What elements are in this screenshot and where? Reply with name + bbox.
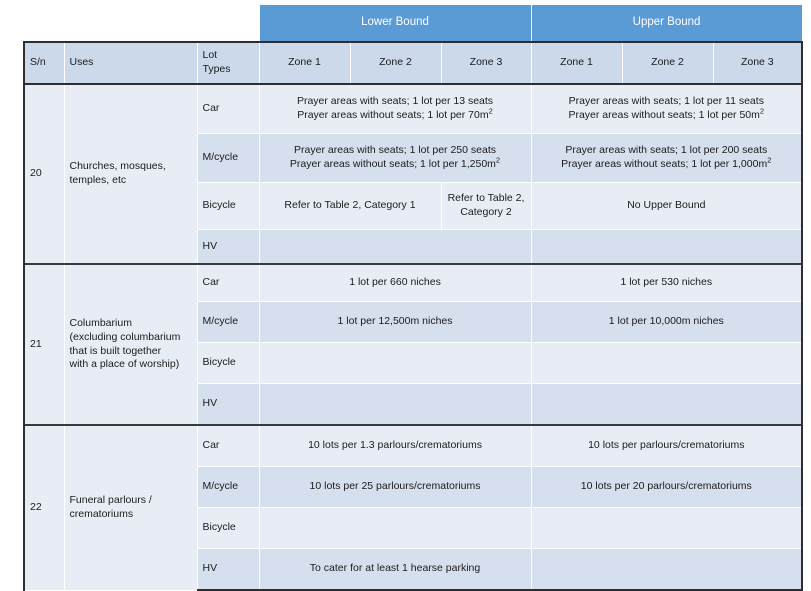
lower-20-mcycle-line-2-text: Prayer areas without seats; 1 lot per 1,250m: [289, 158, 496, 170]
cell-upper-20-bicycle: No Upper Bound: [531, 183, 802, 230]
cell-uses-20: [64, 84, 197, 264]
upper-20-mcycle-line-2-text: Prayer areas without seats; 1 lot per 1,000m: [561, 158, 768, 170]
table-row: [24, 425, 802, 467]
lower-20-mcycle-line-2: [265, 155, 526, 172]
cell-sn-20: 20: [24, 84, 64, 264]
uses-line-2: temples, etc: [69, 174, 127, 186]
cell-lot-type-20-bicycle: Bicycle: [197, 183, 259, 230]
cell-upper-20-mcycle: [531, 134, 802, 183]
cell-lot-type-20-car: Car: [197, 84, 259, 134]
cell-lot-type-22-hv: HV: [197, 549, 259, 591]
cell-lower-20-bicycle-zone3: Refer to Table 2, Category 2: [441, 183, 531, 230]
column-header-lower-zone-1: Zone 1: [259, 42, 350, 84]
cell-upper-22-bicycle: [531, 508, 802, 549]
spacer-cell: [24, 5, 64, 43]
table-column-header-row: [24, 42, 802, 84]
column-header-lot-types: [197, 42, 259, 84]
upper-20-car-line-1: Prayer areas with seats; 1 lot per 11 seats: [568, 95, 764, 108]
cell-lot-type-21-hv: HV: [197, 384, 259, 426]
cell-lower-22-bicycle: [259, 508, 531, 549]
cell-lot-type-20-hv: HV: [197, 230, 259, 265]
cell-uses-21: [64, 264, 197, 425]
column-header-lower-zone-3: Zone 3: [441, 42, 531, 84]
cell-sn-21: 21: [24, 264, 64, 425]
uses-line-1: Churches, mosques,: [69, 160, 166, 173]
table-row: [24, 264, 802, 302]
uses-line-2: crematoriums: [69, 507, 134, 520]
cell-lower-21-bicycle: [259, 343, 531, 384]
cell-lower-20-mcycle: [259, 134, 531, 183]
spacer-cell: [197, 5, 259, 43]
column-header-upper-zone-1: Zone 1: [531, 42, 622, 84]
column-header-upper-zone-3: Zone 3: [713, 42, 802, 84]
table-group-header-row: [24, 5, 802, 43]
cell-upper-21-hv: [531, 384, 802, 426]
column-header-lower-zone-2: Zone 2: [350, 42, 441, 84]
cell-lower-21-hv: [259, 384, 531, 426]
lower-20-car-line-2: [265, 106, 526, 123]
cell-lot-type-21-mcycle: M/cycle: [197, 302, 259, 343]
upper-20-mcycle-line-2: [537, 155, 797, 172]
parking-provision-table: [23, 4, 803, 591]
group-header-lower-bound: Lower Bound: [259, 5, 531, 43]
lower-20-mcycle-superscript: 2: [495, 155, 501, 165]
cell-upper-22-hv: [531, 549, 802, 591]
lower-20-car-line-1: Prayer areas with seats; 1 lot per 13 seats: [296, 95, 494, 108]
lower-20-car-superscript: 2: [488, 106, 493, 116]
cell-lower-20-bicycle-zone12: Refer to Table 2, Category 1: [259, 183, 441, 230]
cell-upper-22-car: 10 lots per parlours/crematoriums: [531, 425, 802, 467]
cell-lower-20-car: [259, 84, 531, 134]
upper-20-mcycle-superscript: 2: [767, 155, 772, 165]
uses-line-1: Funeral parlours /: [69, 493, 152, 506]
lot-types-line-2: Types: [202, 63, 231, 75]
uses-line-2: (excluding columbarium: [69, 330, 181, 343]
cell-lower-22-hv: To cater for at least 1 hearse parking: [259, 549, 531, 591]
cell-upper-21-mcycle: 1 lot per 10,000m niches: [531, 302, 802, 343]
cell-lot-type-22-mcycle: M/cycle: [197, 467, 259, 508]
cell-lower-22-car: 10 lots per 1.3 parlours/crematoriums: [259, 425, 531, 467]
cell-lot-type-22-car: Car: [197, 425, 259, 467]
upper-20-mcycle-line-1: Prayer areas with seats; 1 lot per 200 seats: [565, 144, 768, 157]
column-header-upper-zone-2: Zone 2: [622, 42, 713, 84]
cell-lower-20-hv: [259, 230, 531, 265]
cell-upper-21-bicycle: [531, 343, 802, 384]
cell-upper-22-mcycle: 10 lots per 20 parlours/crematoriums: [531, 467, 802, 508]
spacer-cell: [64, 5, 197, 43]
upper-20-car-line-2: [537, 106, 797, 123]
lot-types-line-1: Lot: [202, 49, 218, 62]
cell-lower-22-mcycle: 10 lots per 25 parlours/crematoriums: [259, 467, 531, 508]
table-row: [24, 84, 802, 134]
cell-lot-type-20-mcycle: M/cycle: [197, 134, 259, 183]
uses-line-3: that is built together: [69, 344, 162, 357]
cell-lower-21-mcycle: 1 lot per 12,500m niches: [259, 302, 531, 343]
group-header-upper-bound: Upper Bound: [531, 5, 802, 43]
uses-line-4: with a place of worship): [69, 358, 180, 371]
uses-line-1: Columbarium: [69, 316, 132, 329]
cell-lower-21-car: 1 lot per 660 niches: [259, 264, 531, 302]
column-header-uses: Uses: [64, 42, 197, 84]
lower-20-car-line-2-text: Prayer areas without seats; 1 lot per 70m: [297, 109, 489, 121]
column-header-sn: S/n: [24, 42, 64, 84]
cell-uses-22: [64, 425, 197, 590]
cell-upper-20-hv: [531, 230, 802, 265]
upper-20-car-superscript: 2: [759, 106, 765, 116]
cell-lot-type-21-bicycle: Bicycle: [197, 343, 259, 384]
lower-20-mcycle-line-1: Prayer areas with seats; 1 lot per 250 seats: [294, 144, 496, 157]
cell-lot-type-21-car: Car: [197, 264, 259, 302]
cell-upper-20-car: [531, 84, 802, 134]
cell-lot-type-22-bicycle: Bicycle: [197, 508, 259, 549]
cell-sn-22: 22: [24, 425, 64, 590]
upper-20-car-line-2-text: Prayer areas without seats; 1 lot per 50m: [568, 109, 760, 121]
cell-upper-21-car: 1 lot per 530 niches: [531, 264, 802, 302]
